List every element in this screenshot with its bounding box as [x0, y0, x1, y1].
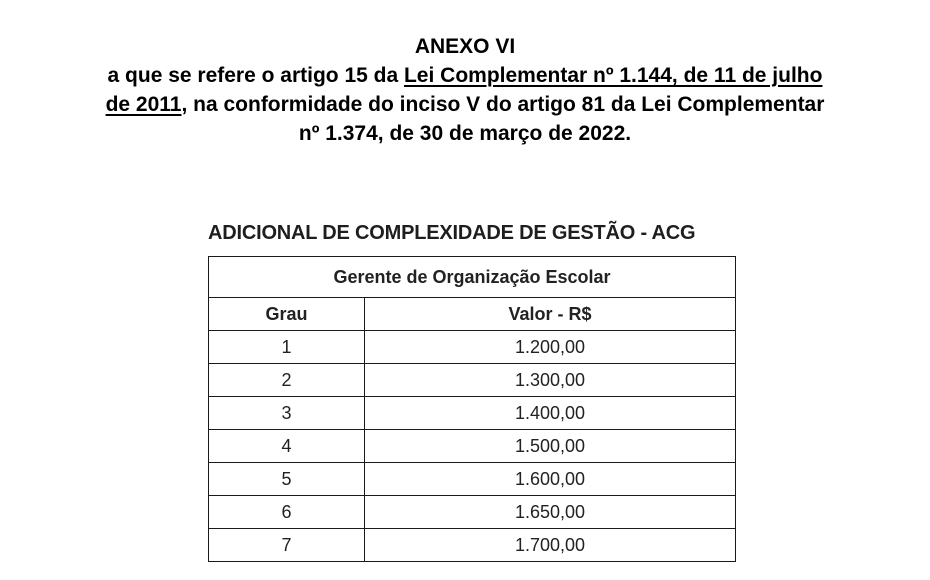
table-row [209, 529, 736, 562]
column-header-row [209, 298, 736, 331]
table-row [209, 397, 736, 430]
table-row [209, 364, 736, 397]
valor-cell: 1.400,00 [365, 397, 736, 430]
annex-title: ANEXO VI [414, 35, 516, 58]
grau-cell: 2 [209, 364, 365, 397]
column-header-valor: Valor - R$ [365, 298, 736, 331]
grau-cell: 6 [209, 496, 365, 529]
table-row [209, 496, 736, 529]
grau-cell: 3 [209, 397, 365, 430]
header-line-3 [0, 90, 930, 119]
grau-cell: 7 [209, 529, 365, 562]
header-text: a que se refere o artigo 15 da [107, 64, 404, 87]
group-header-row [209, 257, 736, 298]
law-reference-link: Lei Complementar nº 1.144, de 11 de julho [403, 64, 823, 87]
group-header: Gerente de Organização Escolar [209, 257, 736, 298]
header-line-4: nº 1.374, de 30 de março de 2022. [298, 122, 632, 145]
acg-table [208, 256, 736, 562]
table-row [209, 430, 736, 463]
valor-cell: 1.200,00 [365, 331, 736, 364]
grau-cell: 5 [209, 463, 365, 496]
valor-cell: 1.300,00 [365, 364, 736, 397]
column-header-grau: Grau [209, 298, 365, 331]
law-reference-link-cont: de 2011 [105, 93, 182, 116]
valor-cell: 1.500,00 [365, 430, 736, 463]
header-text: , na conformidade do inciso V do artigo 81 da Lei Complementar [181, 93, 825, 116]
grau-cell: 1 [209, 331, 365, 364]
table-title: ADICIONAL DE COMPLEXIDADE DE GESTÃO - ACG [208, 222, 696, 244]
valor-cell: 1.600,00 [365, 463, 736, 496]
header-line-2 [0, 61, 930, 90]
table-row [209, 463, 736, 496]
table-row [209, 331, 736, 364]
grau-cell: 4 [209, 430, 365, 463]
valor-cell: 1.650,00 [365, 496, 736, 529]
document-header [0, 32, 930, 148]
valor-cell: 1.700,00 [365, 529, 736, 562]
